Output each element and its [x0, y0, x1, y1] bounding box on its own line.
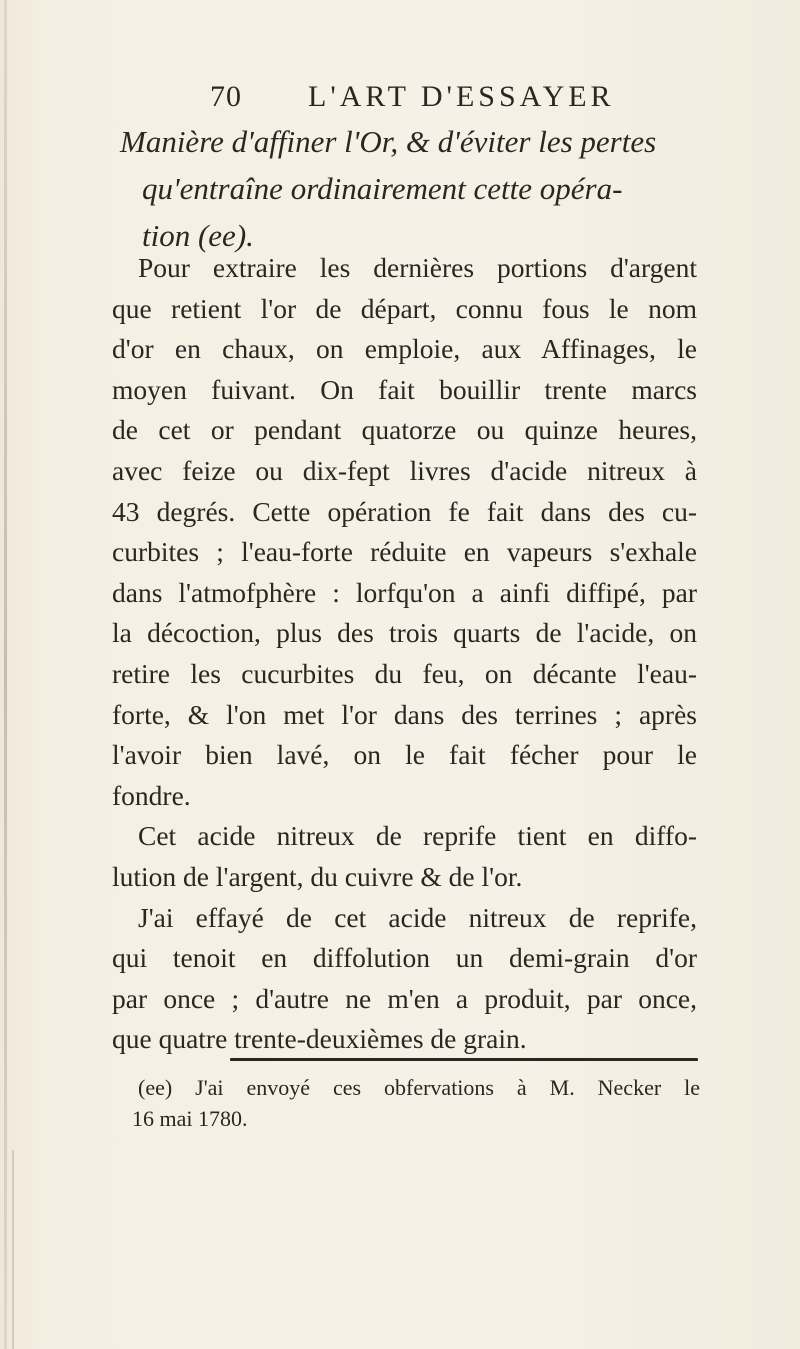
section-title-line: tion (ee).	[142, 218, 254, 253]
section-title-line: Manière d'affiner l'Or, & d'éviter les pertes	[120, 124, 657, 159]
text-line: moyen fuivant. On fait bouillir trente marcs	[112, 373, 697, 405]
text-line: qui tenoit en diffolution un demi-grain d'or	[112, 942, 697, 974]
text-line: l'avoir bien lavé, on le fait fécher pour le	[112, 739, 697, 771]
page-number: 70	[210, 80, 242, 113]
text-line: de cet or pendant quatorze ou quinze heures,	[112, 414, 697, 446]
text-line: curbites ; l'eau-forte réduite en vapeurs s'exhale	[112, 536, 697, 568]
text-line: Pour extraire les dernières portions d'argent	[138, 252, 697, 283]
body-text	[112, 248, 697, 1060]
footnote-rule	[230, 1058, 698, 1061]
running-title: L'ART D'ESSAYER	[308, 80, 615, 113]
text-line: fondre.	[112, 779, 191, 811]
text-line: 43 degrés. Cette opération fe fait dans des cu-	[112, 495, 697, 527]
text-line: la décoction, plus des trois quarts de l'acide, on	[112, 617, 697, 649]
text-line: dans l'atmofphère : lorfqu'on a ainfi diffipé, par	[112, 576, 697, 608]
footnote-line: (ee) J'ai envoyé ces obfervations à M. Necker le	[138, 1075, 700, 1100]
text-line: Cet acide nitreux de reprife tient en diffo-	[138, 820, 697, 852]
footnote-line: 16 mai 1780.	[132, 1106, 248, 1131]
text-line: par once ; d'autre ne m'en a produit, par once,	[112, 982, 697, 1014]
page-header	[210, 80, 670, 120]
section-title-line: qu'entraîne ordinairement cette opéra-	[142, 171, 623, 206]
text-line: J'ai effayé de cet acide nitreux de reprife,	[138, 901, 697, 933]
footnote	[132, 1072, 700, 1134]
text-line: retire les cucurbites du feu, on décante l'eau-	[112, 657, 697, 689]
text-line: d'or en chaux, on emploie, aux Affinages, le	[112, 333, 697, 365]
text-line: forte, & l'on met l'or dans des terrines ; après	[112, 698, 697, 730]
page-edge-shadow	[12, 1150, 14, 1349]
text-line: avec feize ou dix-fept livres d'acide nitreux à	[112, 454, 697, 486]
text-line: lution de l'argent, du cuivre & de l'or.	[112, 860, 523, 892]
text-line: que quatre trente-deuxièmes de grain.	[112, 1023, 527, 1055]
text-line: que retient l'or de départ, connu fous le nom	[112, 292, 697, 324]
section-title	[120, 118, 720, 259]
page-gutter-shadow	[4, 0, 7, 1349]
